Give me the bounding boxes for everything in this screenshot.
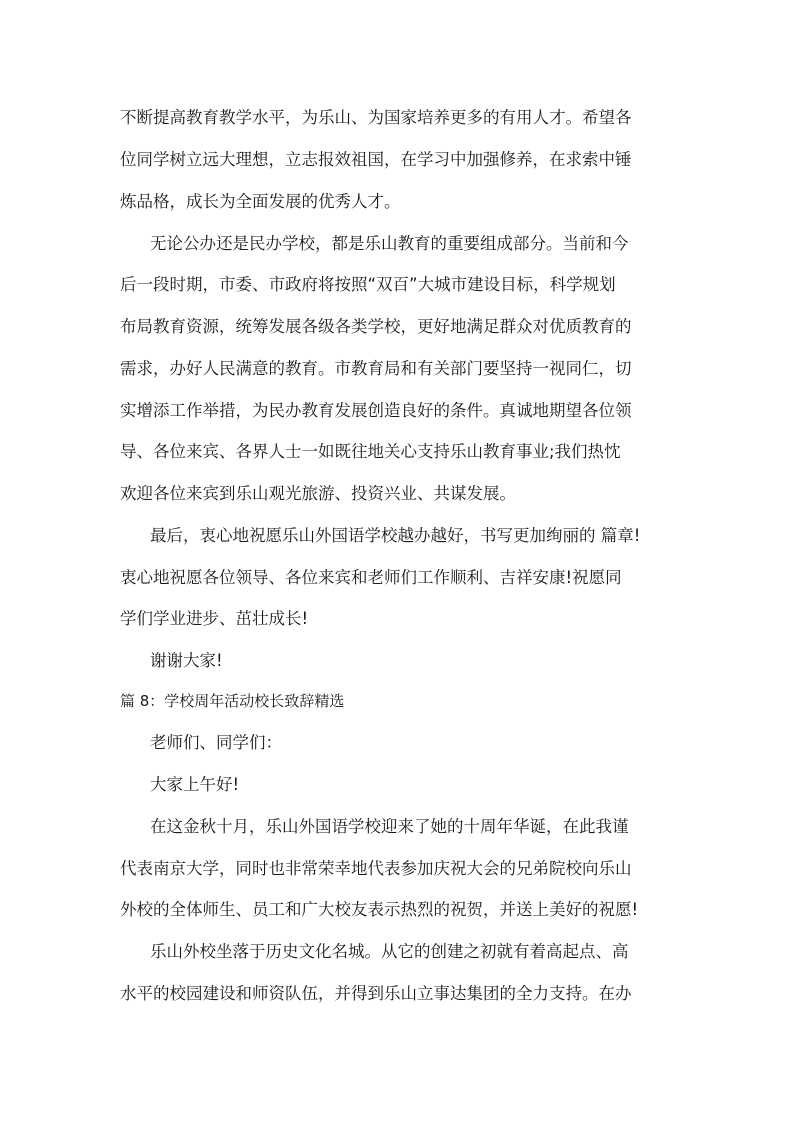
body-text-line: 代表南京大学，同时也非常荣幸地代表参加庆祝大会的兄弟院校向乐山 — [120, 859, 632, 878]
section-heading: 篇 8：学校周年活动校长致辞精选 — [120, 692, 345, 710]
body-text-line: 需求，办好人民满意的教育。市教育局和有关部门要坚持一视同仁，切 — [120, 359, 632, 378]
body-text-line: 不断提高教育教学水平，为乐山、为国家培养更多的有用人才。希望各 — [120, 108, 632, 127]
body-text-line: 后一段时期，市委、市政府将按照“双百”大城市建设目标，科学规划 — [120, 275, 616, 294]
body-text-line: 外校的全体师生、员工和广大校友表示热烈的祝贺，并送上美好的祝愿! — [120, 900, 639, 919]
body-text-line: 导、各位来宾、各界人士一如既往地关心支持乐山教育事业;我们热忱 — [120, 442, 621, 461]
paragraph-first-line: 无论公办还是民办学校，都是乐山教育的重要组成部分。当前和今 — [150, 234, 629, 253]
paragraph-first-line: 最后，衷心地祝愿乐山外国语学校越办越好，书写更加绚丽的 篇章! — [150, 526, 641, 545]
greeting-line: 大家上午好! — [150, 775, 240, 794]
body-text-line: 炼品格，成长为全面发展的优秀人才。 — [120, 192, 401, 211]
body-text-line: 实增添工作举措，为民办教育发展创造良好的条件。真诚地期望各位领 — [120, 401, 632, 420]
closing-line: 谢谢大家! — [150, 651, 223, 670]
body-text-line: 衷心地祝愿各位领导、各位来宾和老师们工作顺利、吉祥安康!祝愿同 — [120, 568, 622, 587]
body-text-line: 学们学业进步、茁壮成长! — [120, 609, 309, 628]
body-text-line: 布局教育资源，统筹发展各级各类学校，更好地满足群众对优质教育的 — [120, 317, 632, 336]
paragraph-first-line: 在这金秋十月，乐山外国语学校迎来了她的十周年华诞，在此我谨 — [150, 817, 629, 836]
body-text-line: 水平的校园建设和师资队伍，并得到乐山立事达集团的全力支持。在办 — [120, 984, 632, 1003]
body-text-line: 位同学树立远大理想，立志报效祖国，在学习中加强修养，在求索中锤 — [120, 150, 632, 169]
salutation-line: 老师们、同学们： — [150, 733, 282, 752]
body-text-line: 欢迎各位来宾到乐山观光旅游、投资兴业、共谋发展。 — [120, 484, 516, 503]
paragraph-first-line: 乐山外校坐落于历史文化名城。从它的创建之初就有着高起点、高 — [150, 942, 629, 961]
